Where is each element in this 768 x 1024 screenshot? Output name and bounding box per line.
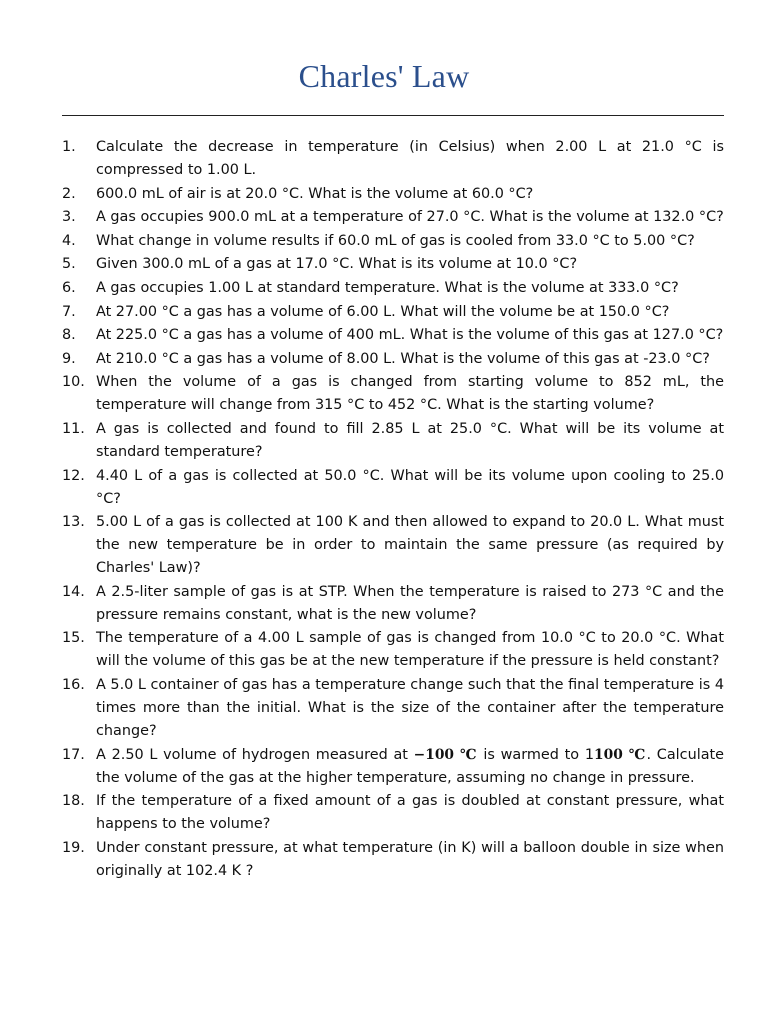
math-temperature: 100 ℃ (594, 746, 647, 763)
question-item (62, 348, 724, 371)
question-item (62, 324, 724, 347)
question-item (62, 206, 724, 229)
question-item (62, 277, 724, 300)
question-text-part: is warmed to 1 (477, 746, 595, 763)
question-number: 17. (62, 746, 85, 763)
question-number: 3. (62, 209, 76, 226)
question-text: A gas occupies 900.0 mL at a temperature of 27.0 °C. What is the volume at 132.0 °C? (96, 209, 724, 226)
question-item (62, 837, 724, 883)
question-number: 15. (62, 630, 85, 647)
question-text: 600.0 mL of air is at 20.0 °C. What is the volume at 60.0 °C? (96, 185, 534, 202)
question-text-part: . Calculate the volume of the gas at the higher temperature, assuming no change in pressure. (96, 746, 725, 786)
question-number: 18. (62, 793, 85, 810)
question-text: At 210.0 °C a gas has a volume of 8.00 L. What is the volume of this gas at -23.0 °C? (96, 350, 710, 367)
question-number: 10. (62, 374, 85, 391)
question-text: A gas is collected and found to fill 2.85 L at 25.0 °C. What will be its volume at standard temperature? (96, 420, 724, 460)
question-text: A 5.0 L container of gas has a temperature change such that the final temperature is 4 times more than the initial. What is the size of the container after the temperature change? (96, 676, 724, 739)
question-item (62, 371, 724, 417)
question-list (62, 136, 724, 883)
question-number: 19. (62, 839, 85, 856)
question-number: 16. (62, 676, 85, 693)
question-text: A 2.5-liter sample of gas is at STP. When the temperature is raised to 273 °C and the pressure remains constant, what is the new volume? (96, 583, 724, 623)
question-item (62, 301, 724, 324)
question-text: 4.40 L of a gas is collected at 50.0 °C. What will be its volume upon cooling to 25.0 °C? (96, 467, 724, 507)
question-number: 8. (62, 327, 76, 344)
question-text: If the temperature of a fixed amount of a gas is doubled at constant pressure, what happens to the volume? (96, 793, 724, 833)
question-text: 5.00 L of a gas is collected at 100 K and then allowed to expand to 20.0 L. What must the new temperature be in order to maintain the same pressure (as required by Charles' Law)? (96, 514, 724, 577)
question-item (62, 230, 724, 253)
question-number: 7. (62, 303, 76, 320)
question-number: 12. (62, 467, 85, 484)
question-text: At 225.0 °C a gas has a volume of 400 mL. What is the volume of this gas at 127.0 °C? (96, 327, 724, 344)
question-text (96, 744, 724, 790)
question-text: A gas occupies 1.00 L at standard temperature. What is the volume at 333.0 °C? (96, 279, 679, 296)
question-text: The temperature of a 4.00 L sample of gas is changed from 10.0 °C to 20.0 °C. What will the volume of this gas be at the new temperature if the pressure is held constant? (96, 630, 724, 670)
title-divider (62, 115, 724, 116)
page-title: Charles' Law (298, 58, 470, 94)
question-number: 14. (62, 583, 85, 600)
question-item (62, 627, 724, 673)
question-item (62, 253, 724, 276)
question-item (62, 418, 724, 464)
question-number: 11. (62, 420, 85, 437)
question-text: What change in volume results if 60.0 mL of gas is cooled from 33.0 °C to 5.00 °C? (96, 232, 695, 249)
question-number: 2. (62, 185, 76, 202)
math-temperature: −100 ℃ (413, 746, 478, 763)
question-number: 4. (62, 232, 76, 249)
question-item (62, 581, 724, 627)
question-item (62, 511, 724, 580)
question-number: 6. (62, 279, 76, 296)
question-item (62, 790, 724, 836)
question-number: 5. (62, 256, 76, 273)
question-number: 1. (62, 139, 76, 155)
question-text: At 27.00 °C a gas has a volume of 6.00 L. What will the volume be at 150.0 °C? (96, 303, 670, 320)
question-text: When the volume of a gas is changed from starting volume to 852 mL, the temperature will change from 315 °C to 452 °C. What is the starting volume? (96, 374, 724, 414)
question-item (62, 136, 724, 182)
question-item (62, 183, 724, 206)
question-text: Given 300.0 mL of a gas at 17.0 °C. What is its volume at 10.0 °C? (96, 256, 578, 273)
question-number: 9. (62, 350, 76, 367)
question-number: 13. (62, 514, 85, 531)
question-item (62, 744, 724, 790)
question-item (62, 465, 724, 511)
question-text-part: A 2.50 L volume of hydrogen measured at (96, 746, 414, 763)
question-text: Calculate the decrease in temperature (in Celsius) when 2.00 L at 21.0 °C is compressed to 1.00 L. (96, 139, 724, 178)
question-text: Under constant pressure, at what temperature (in K) will a balloon double in size when originally at 102.4 K ? (96, 839, 724, 879)
question-item (62, 674, 724, 743)
